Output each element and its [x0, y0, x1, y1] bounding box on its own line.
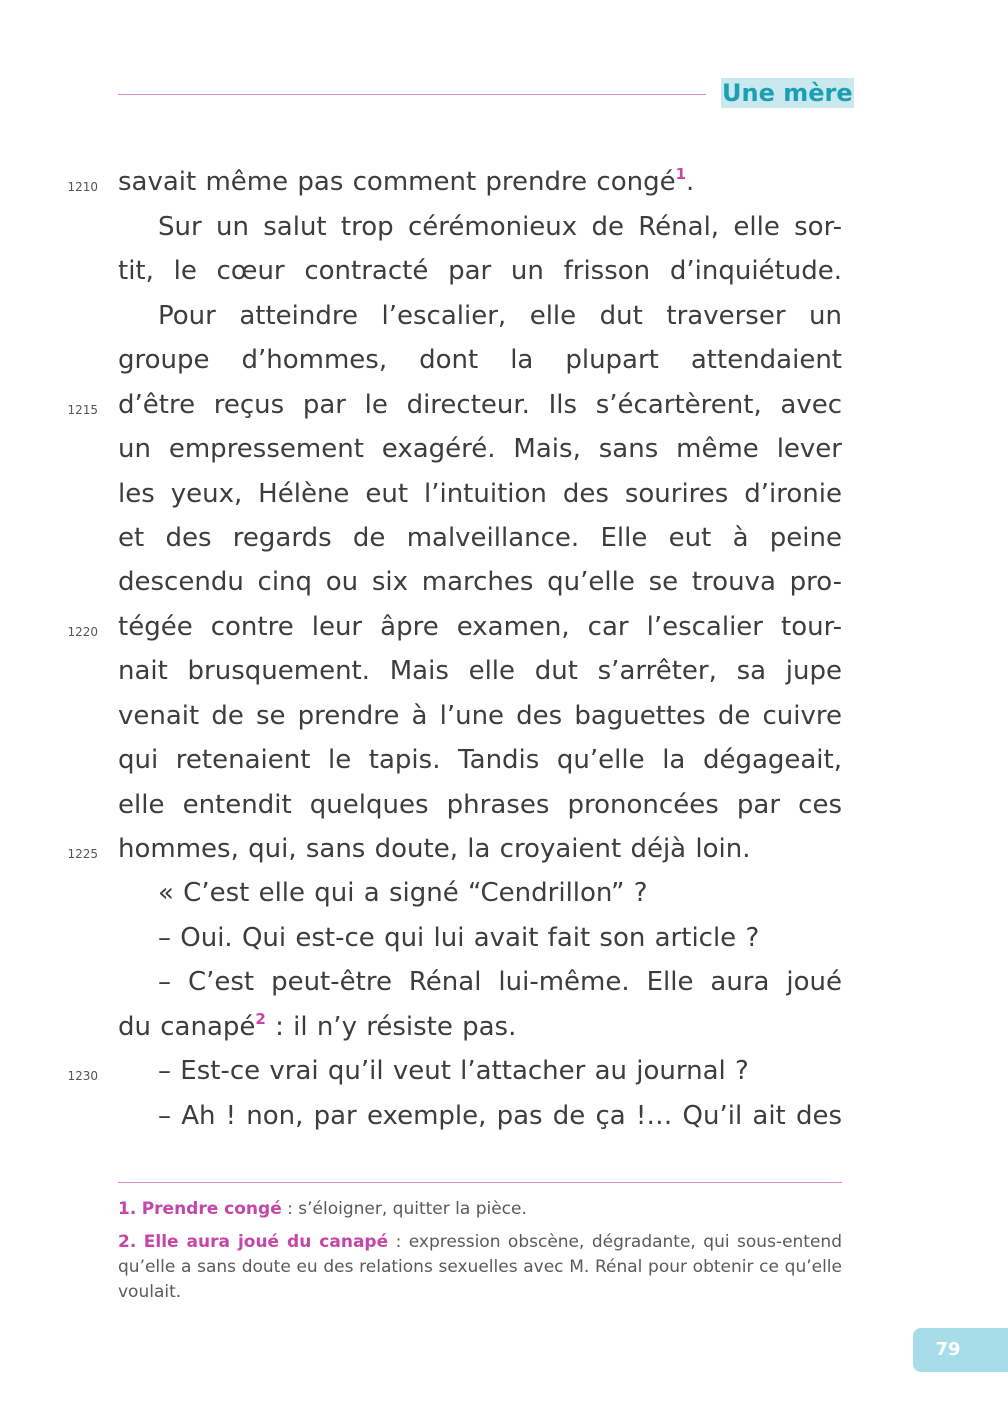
- footnote-term: Elle aura joué du canapé: [143, 1232, 389, 1252]
- text-line: venait de se prendre à l’une des baguettes de cuivre: [118, 701, 842, 731]
- page-number: 79: [935, 1339, 961, 1360]
- line-number: 1210: [67, 180, 98, 194]
- text-line: du canapé$^2$ : il n’y résiste pas.: [118, 1010, 517, 1042]
- text-line: hommes, qui, sans doute, la croyaient déjà loin.: [118, 834, 751, 864]
- text-line: tégée contre leur âpre examen, car l’escalier tour-: [118, 612, 842, 642]
- text-line: Pour atteindre l’escalier, elle dut traverser un: [158, 301, 842, 331]
- text-line: qui retenaient le tapis. Tandis qu’elle la dégageait,: [118, 745, 842, 775]
- text-line: les yeux, Hélène eut l’intuition des sourires d’ironie: [118, 479, 842, 509]
- text-line: un empressement exagéré. Mais, sans même lever: [118, 434, 842, 464]
- text-line: – Oui. Qui est-ce qui lui avait fait son article ?: [158, 923, 760, 953]
- line-number: 1225: [67, 847, 98, 861]
- line-number: 1230: [67, 1069, 98, 1083]
- text-line: elle entendit quelques phrases prononcées par ces: [118, 790, 842, 820]
- footnotes-rule: [118, 1182, 842, 1183]
- text-line: et des regards de malveillance. Elle eut à peine: [118, 523, 842, 553]
- page-number-tab: [913, 1328, 1008, 1372]
- text-line: – Est-ce vrai qu’il veut l’attacher au journal ?: [158, 1056, 749, 1086]
- footnote-ref: 1: [675, 165, 687, 183]
- text-line: descendu cinq ou six marches qu’elle se trouva pro-: [118, 567, 842, 597]
- text-line: nait brusquement. Mais elle dut s’arrêter, sa jupe: [118, 656, 842, 686]
- line-number: 1220: [67, 625, 98, 639]
- line-number: 1215: [67, 403, 98, 417]
- footnote-ref: 2: [255, 1010, 266, 1028]
- text-line: – Ah ! non, par exemple, pas de ça !… Qu’il ait des: [158, 1101, 842, 1131]
- footnote-2: 2. Elle aura joué du canapé : expression obscène, dégradante, qui sous-entend qu’elle a sans doute eu des relations sexuelles avec M. Rénal pour obtenir ce qu’elle voulait.: [118, 1232, 842, 1302]
- footnote-term: Prendre congé: [141, 1199, 282, 1219]
- footnote-1: 1. Prendre congé : s’éloigner, quitter la pièce.: [118, 1199, 527, 1219]
- text-line: d’être reçus par le directeur. Ils s’écartèrent, avec: [118, 390, 842, 420]
- text-line: tit, le cœur contracté par un frisson d’inquiétude.: [118, 256, 842, 286]
- text-line: groupe d’hommes, dont la plupart attendaient: [118, 345, 842, 375]
- text-line: « C’est elle qui a signé “Cendrillon” ?: [158, 878, 648, 908]
- text-line: – C’est peut-être Rénal lui-même. Elle aura joué: [158, 967, 842, 997]
- header-rule: [118, 94, 706, 95]
- text-line: savait même pas comment prendre congé$^1$.: [118, 165, 695, 197]
- text-line: Sur un salut trop cérémonieux de Rénal, elle sor-: [158, 212, 842, 242]
- chapter-title: Une mère: [722, 79, 853, 107]
